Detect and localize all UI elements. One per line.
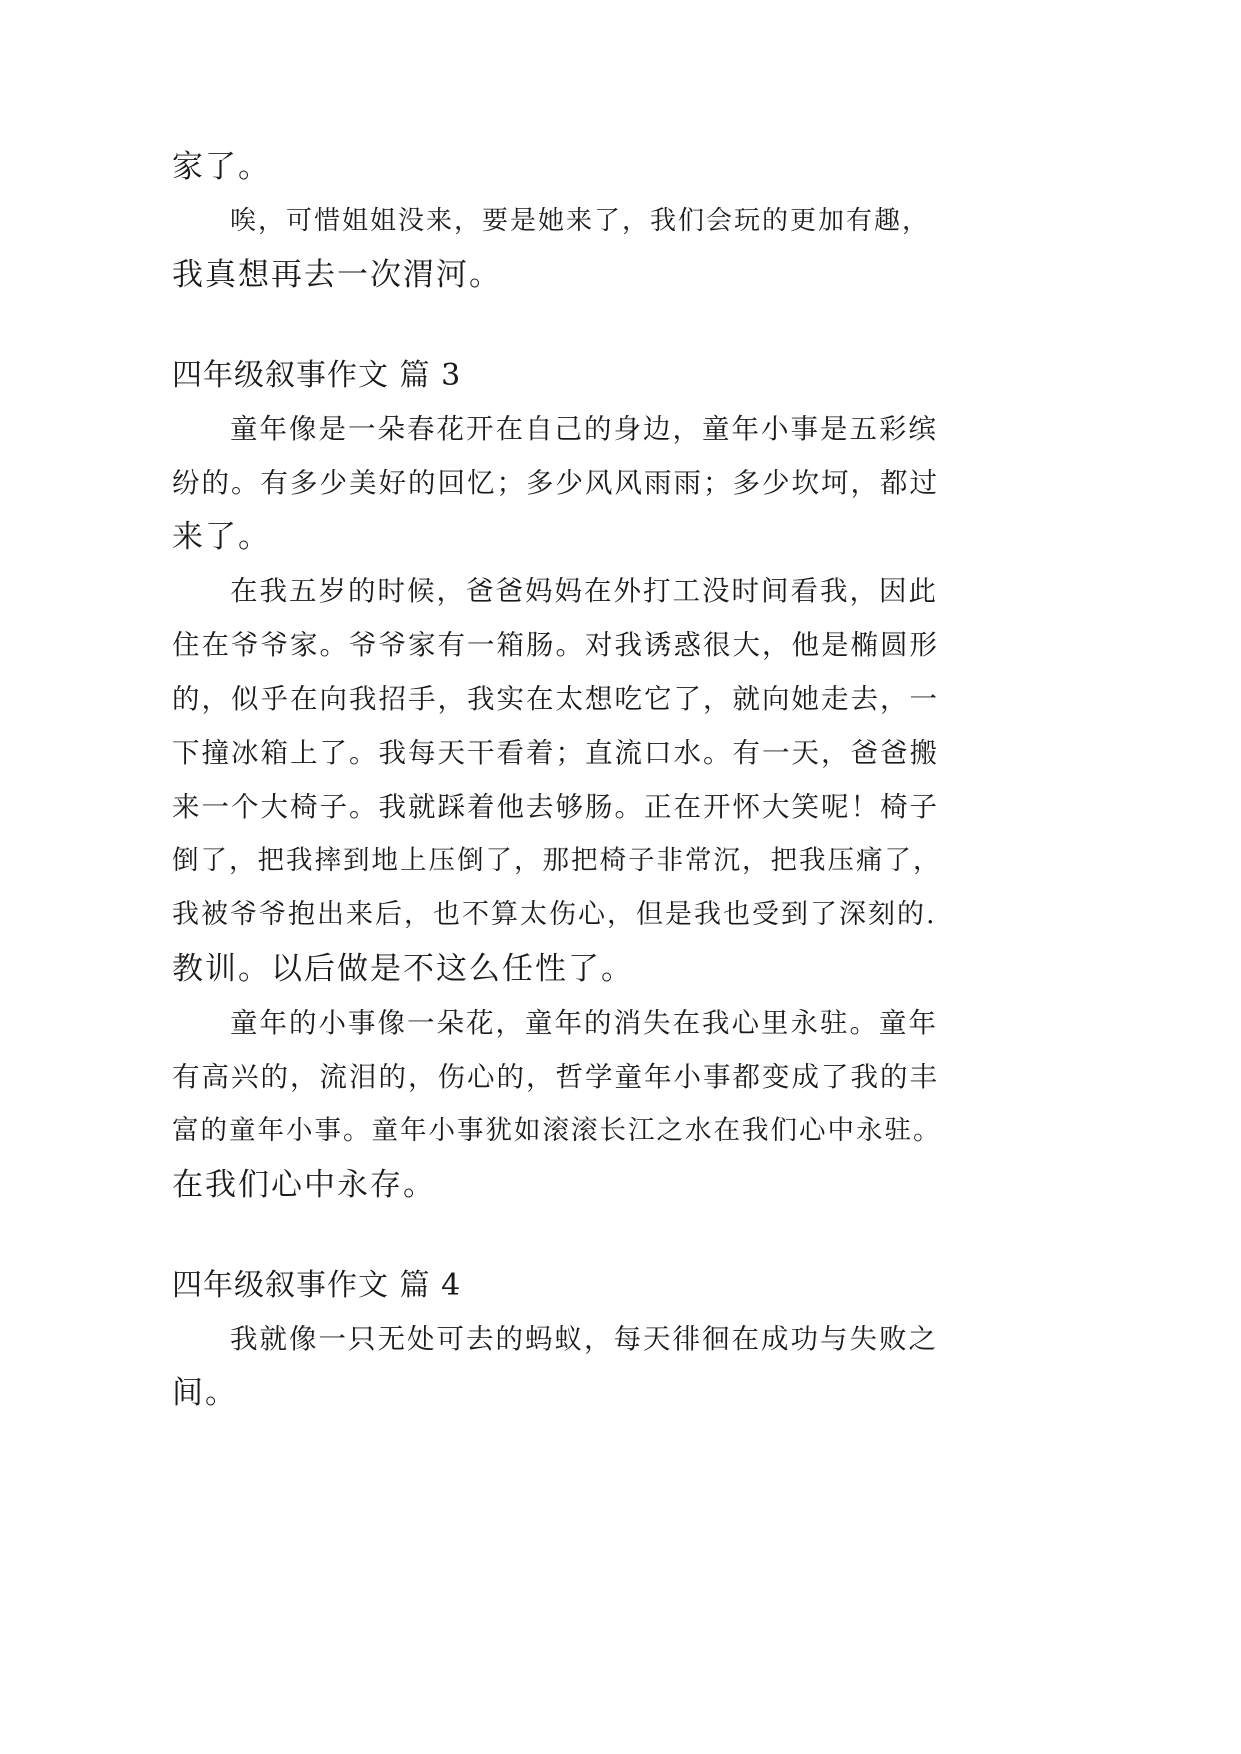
paragraph-line: 童年像是一朵春花开在自己的身边，童年小事是五彩缤 xyxy=(230,413,938,445)
paragraph-line: 唉，可惜姐姐没来，要是她来了，我们会玩的更加有趣， xyxy=(230,206,931,236)
paragraph-line: 纷的。有多少美好的回忆；多少风风雨雨；多少坎坷，都过 xyxy=(172,467,939,499)
paragraph-line: 来了。 xyxy=(172,519,271,555)
section-heading-3: 四年级叙事作文 篇 3 xyxy=(172,358,462,393)
paragraph-line: 富的童年小事。童年小事犹如滚滚长江之水在我们心中永驻。 xyxy=(172,1115,942,1146)
paragraph-line: 我就像一只无处可去的蚂蚁，每天徘徊在成功与失败之 xyxy=(230,1323,938,1355)
section-heading-4: 四年级叙事作文 篇 4 xyxy=(172,1268,462,1303)
paragraph-line: 有高兴的，流泪的，伤心的，哲学童年小事都变成了我的丰 xyxy=(172,1061,939,1093)
paragraph-line: 我被爷爷抱出来后，也不算太伤心，但是我也受到了深刻的. xyxy=(172,899,937,930)
paragraph-line: 在我们心中永存。 xyxy=(172,1167,436,1203)
paragraph-line: 童年的小事像一朵花，童年的消失在我心里永驻。童年 xyxy=(230,1007,938,1039)
paragraph-line: 家了。 xyxy=(172,149,271,185)
paragraph-line: 间。 xyxy=(172,1375,238,1411)
paragraph-line: 来一个大椅子。我就踩着他去够肠。正在开怀大笑呢！椅子 xyxy=(172,791,939,823)
paragraph-line: 教训。以后做是不这么任性了。 xyxy=(172,951,634,987)
paragraph-line: 我真想再去一次渭河。 xyxy=(172,257,502,293)
paragraph-line: 在我五岁的时候，爸爸妈妈在外打工没时间看我，因此 xyxy=(230,575,938,607)
paragraph-line: 住在爷爷家。爷爷家有一箱肠。对我诱惑很大，他是椭圆形 xyxy=(172,629,939,661)
paragraph-line: 下撞冰箱上了。我每天干看着；直流口水。有一天，爸爸搬 xyxy=(172,737,939,769)
paragraph-line: 的，似乎在向我招手，我实在太想吃它了，就向她走去，一 xyxy=(172,683,939,715)
paragraph-line: 倒了，把我摔到地上压倒了，那把椅子非常沉，把我压痛了， xyxy=(172,845,942,876)
